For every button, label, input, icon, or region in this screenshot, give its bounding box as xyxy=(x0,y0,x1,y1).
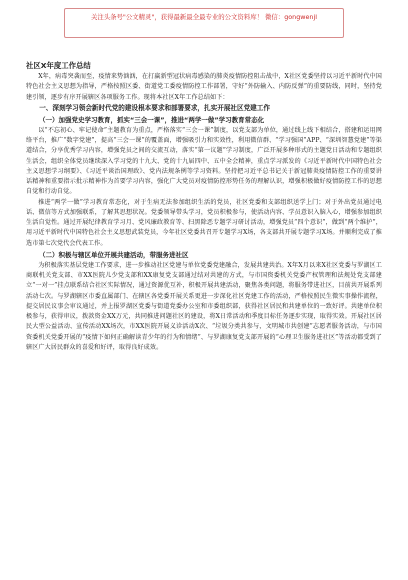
promo-banner xyxy=(64,8,344,38)
subsection-1-paragraph-2: 推进“两学一做”学习教育常态化，对于生病无法参加组织生活的党员，社区党委和支部组织送学上门；对于外出党员通过电话、微信等方式加强联系，了解其思想状况。党委领导带头学习，党员积极参与，使活动内容、学员意识入脑入心，增强参加组织生活自觉性。通过开展纪律教育学习月、党风廉政教育等、扫黑除恶专题学习研讨活动，增强党员“四个意识”，做到“两个维护”，用习近平新时代中国特色社会主义思想武装党员，今年社区党委共召开专题学习X场，各支部共开展专题学习X场。并顺利完成了推选市第七次党代会代表工作。 xyxy=(26,198,382,247)
subsection-2-paragraph-1: 为积极落实基层党建工作要求，进一步推动社区党建与单位党委党建融合，发展共建共治。X年X月以来X社区党委与罗湖区工商联机关党支部、市XX医院儿少党支部和XX康复党支部通过结对共建的方式，与市国资委机关党委产权管理和法规处党支部建立“一对一”挂点联系结合社区实际情况，通过资源优互补，积极开展共建活动，聚焦各类问题，将服务带进社区，目前共开展系列活动七次。与罗湖辖区市委直属部门、在辖区各党委开展关系更进一步深化社区党建工作的活动，严格按照民生微实事操作流程，提交居民议事会审议通过，并上报罗湖区党委与街道党委办公室和市委组织部，获得社区居民和共建单位的一致好评。共建单位积极参与，获得审议，拨款资金XX万元，共同推进问题社区的建设，将X日常活动和季度目标任务逐步实现，取得实效。开展社区居民大型公益活动、宣传活动XX场次，市XX医院开展义诊活动X次、“垃圾分类共参与，文明城市共创建”志愿者服务活动，与市国资委机关党委开展的“疫情下如何正确解读青少年的行为和情绪”、与罗湖康复党支部开展的“心理卫生服务进社区”等活动都受到了辖区广大居民群众的喜爱和好评，取得良好成效。 xyxy=(26,261,382,351)
subsection-heading-2: （二）积极与辖区单位开展共建活动，带服务进社区 xyxy=(39,250,189,259)
intro-paragraph: X年，病毒突袭而至，疫情来势汹汹，在打赢新型冠状病毒感染的肺炎疫情防控阻击战中，X社区党委坚持以习近平新时代中国特色社会主义思想为指导，严格按照区委、街道党工委疫情防控工作部署，守好“外防输入、内防反弹”的重要防线，同时，坚持党建引领，逐步有序开展辖区各项服务工作。现将本社区X年工作总结如下： xyxy=(26,73,382,101)
document-title: 社区X年度工作总结 xyxy=(26,61,91,70)
subsection-heading-1: （一）加强党史学习教育，抓实“三会一课”，推进“两学一做”学习教育常态化 xyxy=(39,115,265,124)
promo-banner-text: 关注头条号"公文精灵"，获得最新最全最专业的公文资料库！ 微信：gongwenjl xyxy=(90,13,318,21)
document-body xyxy=(26,60,382,353)
section-heading-1: 一、深刻学习领会新时代党的建设根本要求和部署要求，扎实开展社区党建工作 xyxy=(39,103,270,112)
subsection-1-paragraph-1: 以“不忘初心、牢记使命”主题教育为重点，严格落实“三会一课”制度，以党支部为单位，通过线上线下相结合，搭建和运用网络平台，推广“数字党建”，提高“三会一课”的覆盖面，增强吸引力和实效性，利用微信群、“学习强国”APP、“深圳智慧党建”等渠道结合，分享优秀学习内容，增强党员之间的交流互动，落实“第一议题”学习制度，广泛开展多种形式的主题党日活动和专题组织生活会，组织全体党员继续深入学习党的十九大、党的十九届四中、五中全会精神，重点学习派发的《习近平新时代中国特色社会主义思想学习纲要》、《习近平谈治国理政》、党内法规条例等学习资料。坚持把习近平总书记关于新冠肺炎疫情防控工作的重要讲话精神和重要指示批示精神作为首要学习内容，强化广大党员对疫情防控形势任务的理解认识，增强积极做好疫情防控工作的思想自觉和行动自觉。 xyxy=(26,126,382,196)
